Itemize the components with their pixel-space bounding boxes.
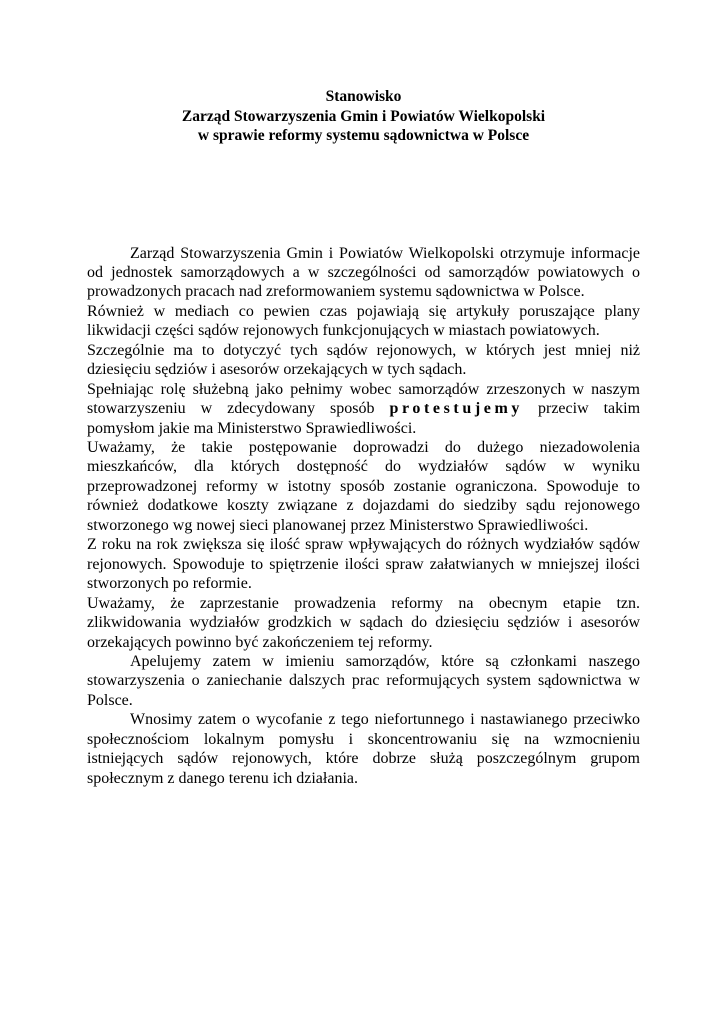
paragraph-3: Szczególnie ma to dotyczyć tych sądów rejonowych, w których jest mniej niż dziesięciu sędziów i asesorów orzekających w tych sądach. [87, 341, 640, 379]
paragraph-4-emphasis: protestujemy [389, 400, 524, 418]
paragraph-6: Z roku na rok zwiększa się ilość spraw wpływających do różnych wydziałów sądów rejonowych. Spowoduje to spiętrzenie ilości spraw załatwianych w mniejszej ilości stworzonych po reformie. [87, 536, 640, 593]
document-heading [87, 87, 640, 146]
document-page [87, 87, 640, 788]
paragraph-7: Uważamy, że zaprzestanie prowadzenia reformy na obecnym etapie tzn. zlikwidowania wydziałów grodzkich w sądach do dziesięciu sędziów i asesorów orzekających powinno być zakończeniem tej reformy. [87, 594, 640, 651]
heading-organization: Zarząd Stowarzyszenia Gmin i Powiatów Wielkopolski [181, 107, 546, 125]
paragraph-5: Uważamy, że takie postępowanie doprowadzi do dużego niezadowolenia mieszkańców, dla których dostępność do wydziałów sądów w wyniku przeprowadzonej reformy w istotny sposób zostanie ograniczona. Spowoduje to również dodatkowe koszty związane z dojazdami do siedziby sądu rejonowego stworzonego wg nowej sieci planowanej przez Ministerstwo Sprawiedliwości. [87, 439, 640, 534]
paragraph-1: Zarząd Stowarzyszenia Gmin i Powiatów Wielkopolski otrzymuje informacje od jednostek samorządowych a w szczególności od samorządów powiatowych o prowadzonych pracach nad zreformowaniem systemu sądownictwa w Polsce. [87, 244, 640, 301]
heading-subject: w sprawie reformy systemu sądownictwa w Polsce [197, 127, 530, 144]
paragraph-4 [87, 380, 640, 438]
heading-title: Stanowisko [325, 88, 402, 105]
paragraph-9: Wnosimy zatem o wycofanie z tego niefortunnego i nastawianego przeciwko społecznościom lokalnym pomysłu i skoncentrowaniu się na wzmocnieniu istniejących sądów rejonowych, które dobrze służą poszczególnym grupom społecznym z danego terenu ich działania. [87, 711, 640, 787]
paragraph-8: Apelujemy zatem w imieniu samorządów, które są członkami naszego stowarzyszenia o zaniechanie dalszych prac reformujących system sądownictwa w Polsce. [87, 653, 640, 709]
document-body [87, 244, 640, 789]
paragraph-4-text-start: Spełniając rolę służebną jako pełnimy wobec samorządów zrzeszonych w naszym stowarzyszeniu w zdecydowany sposób [87, 380, 640, 418]
paragraph-2: Również w mediach co pewien czas pojawiają się artykuły poruszające plany likwidacji części sądów rejonowych funkcjonujących w miastach powiatowych. [87, 302, 640, 340]
paragraph-4-text-end: przeciw takim pomysłom jakie ma Ministerstwo Sprawiedliwości. [87, 400, 641, 437]
